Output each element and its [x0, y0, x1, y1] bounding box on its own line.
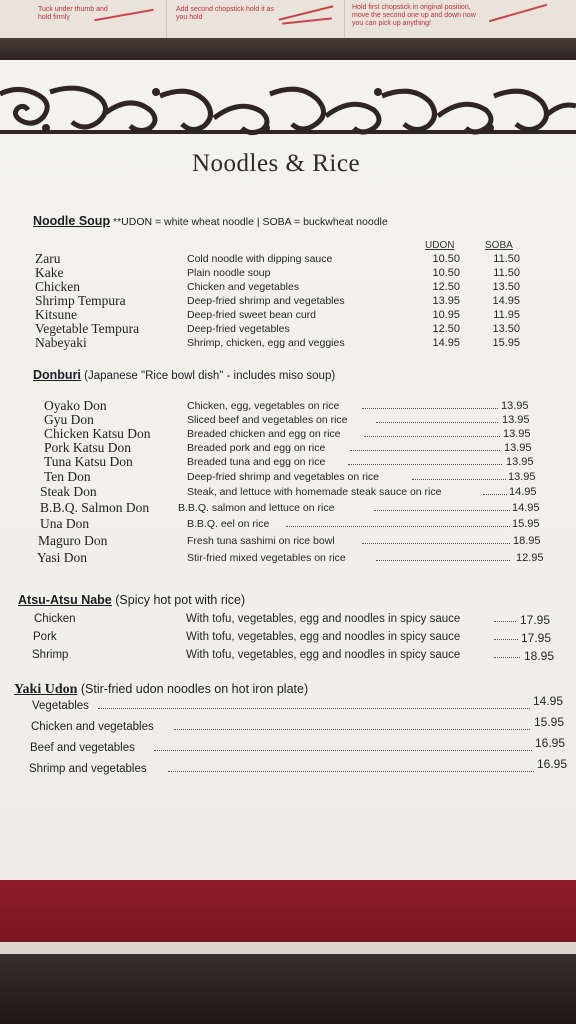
- item-name: Chicken and vegetables: [31, 721, 154, 733]
- divider: [344, 0, 345, 38]
- noodle-soup-heading: [33, 214, 388, 228]
- donburi-title: Donburi: [33, 368, 81, 382]
- soba-price: 13.50: [492, 281, 520, 293]
- item-name: Yasi Don: [37, 550, 88, 565]
- menu-item: [0, 253, 576, 268]
- item-description: Fresh tuna sashimi on rice bowl: [187, 535, 335, 547]
- item-description: With tofu, vegetables, egg and noodles in spicy sauce: [186, 613, 461, 625]
- donburi-note: (Japanese "Rice bowl dish" - includes miso soup): [80, 370, 336, 382]
- item-description: Sliced beef and vegetables on rice: [187, 414, 348, 426]
- item-price: 17.95: [520, 613, 551, 627]
- item-description: Breaded chicken and egg on rice: [187, 428, 341, 440]
- instruction-step-1: Tuck under thumb and hold firmly: [38, 6, 108, 21]
- dot-leader: [362, 535, 510, 544]
- item-description: Cold noodle with dipping sauce: [187, 253, 333, 265]
- item-description: Deep-fried shrimp and vegetables on rice: [187, 471, 380, 483]
- dot-leader: [483, 486, 507, 495]
- menu-item: [0, 502, 576, 517]
- noodle-soup-title: Noodle Soup: [33, 214, 111, 228]
- chopstick-instruction-card: [0, 0, 576, 38]
- dot-leader: [154, 742, 532, 751]
- item-description: B.B.Q. eel on rice: [187, 518, 270, 530]
- chopstick-illustration: [282, 17, 332, 24]
- menu-item: [0, 613, 576, 628]
- menu-item: [0, 715, 576, 736]
- item-name: Shrimp and vegetables: [29, 763, 147, 775]
- donburi-heading: [33, 368, 335, 382]
- udon-price: 10.50: [432, 267, 460, 279]
- dot-leader: [350, 442, 500, 451]
- dot-leader: [98, 700, 530, 709]
- item-price: 13.95: [504, 442, 532, 454]
- menu-item: [0, 535, 576, 550]
- soba-price: 11.50: [493, 253, 520, 265]
- udon-price: 10.50: [432, 253, 460, 265]
- item-name: Oyako Don: [44, 398, 107, 413]
- udon-price: 13.95: [432, 295, 460, 307]
- item-price: 14.95: [533, 694, 564, 708]
- item-price: 12.95: [516, 552, 544, 564]
- dot-leader: [174, 721, 530, 730]
- dot-leader: [374, 502, 510, 511]
- item-name: Chicken: [34, 613, 76, 625]
- soba-price: 11.50: [493, 267, 520, 279]
- item-name: Ten Don: [44, 469, 91, 484]
- instruction-step-2: Add second chopstick hold it as you hold: [176, 6, 275, 21]
- menu-item: [0, 649, 576, 664]
- item-price: 13.95: [501, 400, 529, 412]
- dot-leader: [286, 518, 510, 527]
- menu-item: [0, 518, 576, 533]
- menu-binding-shadow: [0, 38, 576, 60]
- item-name: Kitsune: [35, 307, 77, 322]
- item-name: Chicken Katsu Don: [44, 426, 151, 441]
- menu-item: [0, 694, 576, 715]
- item-description: With tofu, vegetables, egg and noodles in spicy sauce: [186, 631, 461, 643]
- yaki-udon-heading: [14, 682, 308, 698]
- dot-leader: [494, 613, 516, 622]
- atsu-atsu-nabe-title: Atsu-Atsu Nabe: [18, 593, 112, 607]
- menu-item: [0, 486, 576, 501]
- item-price: 16.95: [537, 757, 568, 771]
- udon-price: 12.50: [432, 281, 460, 293]
- item-name: Pork: [33, 631, 57, 643]
- ornamental-border: [0, 84, 576, 138]
- item-description: Chicken and vegetables: [187, 281, 300, 293]
- dot-leader: [362, 400, 498, 409]
- udon-price: 10.95: [432, 309, 460, 321]
- item-price: 17.95: [521, 631, 552, 645]
- dot-leader: [494, 631, 518, 640]
- item-name: Tuna Katsu Don: [44, 454, 133, 469]
- item-name: Steak Don: [40, 484, 97, 499]
- instruction-step-3: Hold first chopstick in original position, move the second one up and down now you can pick up anything!: [352, 4, 476, 27]
- yaki-udon-note: (Stir-fried udon noodles on hot iron plate): [77, 682, 309, 696]
- item-name: Shrimp Tempura: [35, 293, 126, 308]
- item-name: Gyu Don: [44, 412, 94, 427]
- item-description: Breaded pork and egg on rice: [187, 442, 326, 454]
- item-name: Kake: [35, 265, 64, 280]
- item-price: 13.95: [506, 456, 534, 468]
- yaki-udon-title: Yaki Udon: [14, 682, 78, 697]
- chopstick-illustration: [489, 4, 547, 22]
- dot-leader: [376, 414, 498, 423]
- noodle-soup-note: **UDON = white wheat noodle | SOBA = buckwheat noodle: [110, 216, 388, 228]
- item-description: Chicken, egg, vegetables on rice: [187, 400, 340, 412]
- item-description: Plain noodle soup: [187, 267, 271, 279]
- soba-price: 11.95: [493, 309, 520, 321]
- dot-leader: [376, 552, 510, 561]
- item-price: 16.95: [535, 736, 566, 750]
- item-name: Nabeyaki: [35, 335, 87, 350]
- dot-leader: [412, 471, 506, 480]
- item-price: 13.95: [508, 471, 536, 483]
- dot-leader: [364, 428, 500, 437]
- item-description: Deep-fried shrimp and vegetables: [187, 295, 345, 307]
- item-price: 18.95: [524, 649, 555, 663]
- item-name: Zaru: [35, 251, 61, 266]
- item-name: Pork Katsu Don: [44, 440, 131, 455]
- dot-leader: [168, 763, 534, 772]
- item-price: 15.95: [512, 518, 540, 530]
- udon-price: 12.50: [432, 323, 460, 335]
- udon-column-header: UDON: [425, 240, 455, 251]
- item-name: Vegetable Tempura: [35, 321, 140, 336]
- item-name: Shrimp: [32, 649, 69, 661]
- soba-price: 14.95: [492, 295, 520, 307]
- soba-column-header: SOBA: [485, 240, 513, 251]
- menu-item: [0, 295, 576, 310]
- item-description: Breaded tuna and egg on rice: [187, 456, 326, 468]
- udon-price: 14.95: [432, 337, 460, 349]
- atsu-atsu-nabe-note: (Spicy hot pot with rice): [111, 593, 246, 607]
- item-name: B.B.Q. Salmon Don: [40, 500, 150, 515]
- dot-leader: [494, 649, 520, 658]
- page-edge: [0, 942, 576, 954]
- menu-item: [0, 757, 576, 778]
- menu-item: [0, 337, 576, 352]
- menu-item: [0, 552, 576, 567]
- dot-leader: [348, 456, 502, 465]
- menu-footer-band: [0, 880, 576, 942]
- item-price: 13.95: [502, 414, 530, 426]
- table-surface: [0, 954, 576, 1024]
- item-description: Steak, and lettuce with homemade steak sauce on rice: [187, 486, 442, 498]
- item-price: 14.95: [509, 486, 537, 498]
- menu-item: [0, 736, 576, 757]
- menu-page: [0, 60, 576, 940]
- page-title: Noodles & Rice: [191, 150, 361, 177]
- soba-price: 15.95: [492, 337, 520, 349]
- soba-price: 13.50: [492, 323, 520, 335]
- atsu-atsu-nabe-heading: [18, 593, 245, 607]
- menu-item: [0, 631, 576, 646]
- item-description: Shrimp, chicken, egg and veggies: [187, 337, 345, 349]
- item-name: Una Don: [40, 516, 90, 531]
- item-name: Beef and vegetables: [30, 742, 135, 754]
- item-price: 18.95: [513, 535, 541, 547]
- item-description: Stir-fried mixed vegetables on rice: [187, 552, 346, 564]
- item-price: 13.95: [503, 428, 531, 440]
- item-description: Deep-fried sweet bean curd: [187, 309, 316, 321]
- item-name: Vegetables: [32, 700, 89, 712]
- item-name: Maguro Don: [38, 533, 108, 548]
- divider: [166, 0, 167, 38]
- item-price: 14.95: [512, 502, 540, 514]
- item-name: Chicken: [35, 279, 80, 294]
- item-description: Deep-fried vegetables: [187, 323, 290, 335]
- item-description: B.B.Q. salmon and lettuce on rice: [178, 502, 335, 514]
- item-price: 15.95: [534, 715, 565, 729]
- menu-item: [0, 267, 576, 282]
- item-description: With tofu, vegetables, egg and noodles in spicy sauce: [186, 649, 461, 661]
